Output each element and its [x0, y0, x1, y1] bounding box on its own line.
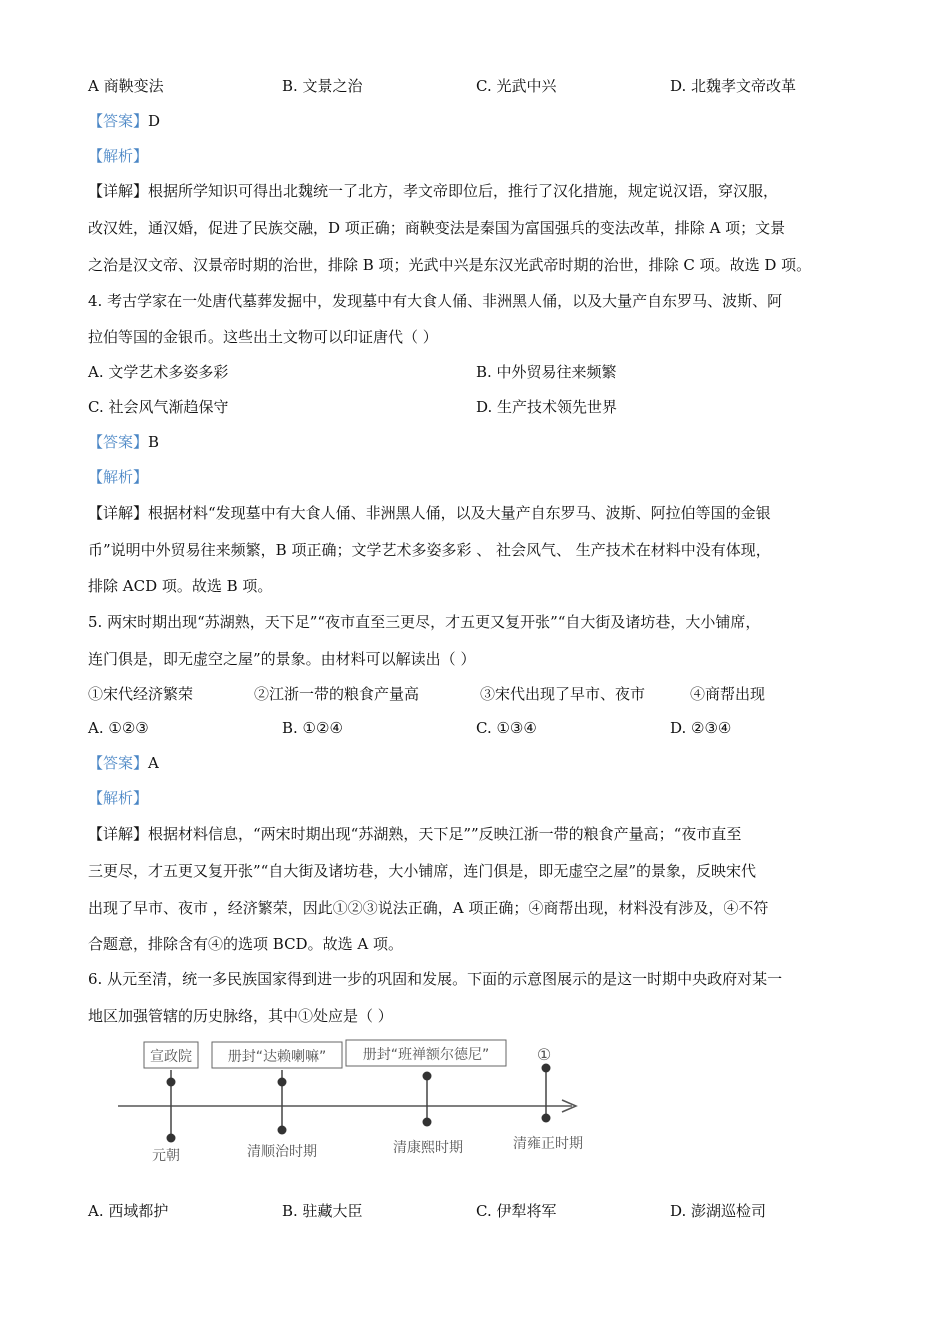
- q4-stem-line: 4. 考古学家在一处唐代墓葬发掘中，发现墓中有大食人俑、非洲黑人俑，以及大量产自东罗马、波斯、阿: [88, 292, 783, 310]
- timeline-dot: [423, 1118, 432, 1127]
- q5-detail-line: 【详解】根据材料信息，“两宋时期出现“苏湖熟，天下足””反映江浙一带的粮食产量高；“夜市直至: [88, 825, 742, 843]
- timeline-dot: [278, 1078, 287, 1087]
- answer-tag: 【答案】: [88, 112, 149, 130]
- q5-answer-line: [88, 753, 159, 773]
- q6-stem-line: 地区加强管辖的历史脉络，其中①处应是（ ）: [88, 1007, 393, 1025]
- q4-detail-line: 【详解】根据材料“发现墓中有大食人俑、非洲黑人俑，以及大量产自东罗马、波斯、阿拉伯等国的金银: [88, 504, 771, 522]
- q6-option-c: C. 伊犁将军: [476, 1202, 557, 1220]
- timeline-dot: [278, 1126, 287, 1135]
- q3-analysis-tag: 【解析】: [88, 147, 149, 165]
- q3-option-d: D. 北魏孝文帝改革: [670, 77, 797, 95]
- top-label: ①: [536, 1045, 552, 1064]
- q6-stem-line: 6. 从元至清，统一多民族国家得到进一步的巩固和发展。下面的示意图展示的是这一时期中央政府对某一: [88, 970, 783, 988]
- q5-option-c: C. ①③④: [476, 719, 537, 737]
- q5-detail-line: 合题意，排除含有④的选项 BCD。故选 A 项。: [88, 935, 403, 953]
- answer-value: D: [148, 112, 161, 130]
- q4-option-d: D. 生产技术领先世界: [476, 398, 618, 416]
- q5-analysis-tag: 【解析】: [88, 789, 149, 807]
- q4-analysis-tag: 【解析】: [88, 468, 149, 486]
- q6-option-a: A. 西域都护: [88, 1202, 169, 1220]
- top-label: 册封“达赖喇嘛”: [227, 1049, 327, 1065]
- q3-detail-line: 【详解】根据所学知识可得出北魏统一了北方，孝文帝即位后，推行了汉化措施，规定说汉语，穿汉服，: [88, 182, 779, 200]
- q5-statement: ②江浙一带的粮食产量高: [254, 685, 420, 703]
- q4-stem-line: 拉伯等国的金银币。这些出土文物可以印证唐代（ ）: [88, 328, 438, 346]
- timeline-dot: [167, 1134, 176, 1143]
- q4-answer-line: [88, 432, 159, 452]
- q5-option-d: D. ②③④: [670, 719, 732, 737]
- timeline-dot: [167, 1078, 176, 1087]
- timeline-dot: [423, 1072, 432, 1081]
- answer-value: A: [148, 754, 159, 772]
- q5-statement: ③宋代出现了早市、夜市: [480, 685, 646, 703]
- q4-detail-line: 币”说明中外贸易往来频繁，B 项正确；文学艺术多姿多彩 、 社会风气、 生产技术在材料中没有体现，: [88, 541, 771, 559]
- q4-option-a: A. 文学艺术多姿多彩: [88, 363, 229, 381]
- q5-option-a: A. ①②③: [88, 719, 149, 737]
- top-label: 册封“班禅额尔德尼”: [362, 1047, 490, 1063]
- timeline-dot: [542, 1064, 551, 1073]
- answer-tag: 【答案】: [88, 433, 149, 451]
- q5-detail-line: 三更尽，才五更又复开张”“自大街及诸坊巷，大小铺席，连门俱是，即无虚空之屋”的景象，反映宋代: [88, 862, 757, 880]
- q3-option-b: B. 文景之治: [282, 77, 363, 95]
- q5-option-b: B. ①②④: [282, 719, 343, 737]
- q3-option-a: A 商鞅变法: [88, 77, 164, 95]
- q3-option-c: C. 光武中兴: [476, 77, 557, 95]
- q6-option-d: D. 澎湖巡检司: [670, 1202, 767, 1220]
- q3-answer-line: [88, 111, 160, 131]
- q3-detail-line: 改汉姓，通汉婚，促进了民族交融，D 项正确；商鞅变法是秦国为富国强兵的变法改革，排除 A 项；文景: [88, 219, 786, 237]
- q6-option-b: B. 驻藏大臣: [282, 1202, 363, 1220]
- bottom-label: 元朝: [152, 1148, 180, 1164]
- timeline-dot: [542, 1114, 551, 1123]
- bottom-label: 清康熙时期: [393, 1140, 463, 1156]
- top-label: 宣政院: [150, 1049, 192, 1065]
- q5-statement: ①宋代经济繁荣: [88, 685, 194, 703]
- bottom-label: 清顺治时期: [247, 1144, 317, 1160]
- q3-detail-line: 之治是汉文帝、汉景帝时期的治世，排除 B 项；光武中兴是东汉光武帝时期的治世，排除 C 项。故选 D 项。: [88, 256, 812, 274]
- bottom-label: 清雍正时期: [513, 1136, 583, 1152]
- q4-detail-line: 排除 ACD 项。故选 B 项。: [88, 577, 273, 595]
- q5-stem-line: 5. 两宋时期出现“苏湖熟，天下足”“夜市直至三更尽，才五更又复开张”“自大街及诸坊巷，大小铺席，: [88, 613, 761, 631]
- q5-stem-line: 连门俱是，即无虚空之屋”的景象。由材料可以解读出（ ）: [88, 650, 476, 668]
- answer-value: B: [148, 433, 160, 451]
- timeline-diagram: [110, 1038, 590, 1168]
- q4-option-c: C. 社会风气渐趋保守: [88, 398, 229, 416]
- answer-tag: 【答案】: [88, 754, 149, 772]
- q4-option-b: B. 中外贸易往来频繁: [476, 363, 617, 381]
- q5-detail-line: 出现了早市、夜市 ，经济繁荣，因此①②③说法正确，A 项正确；④商帮出现，材料没有涉及，④不符: [88, 899, 769, 917]
- q5-statement: ④商帮出现: [690, 685, 766, 703]
